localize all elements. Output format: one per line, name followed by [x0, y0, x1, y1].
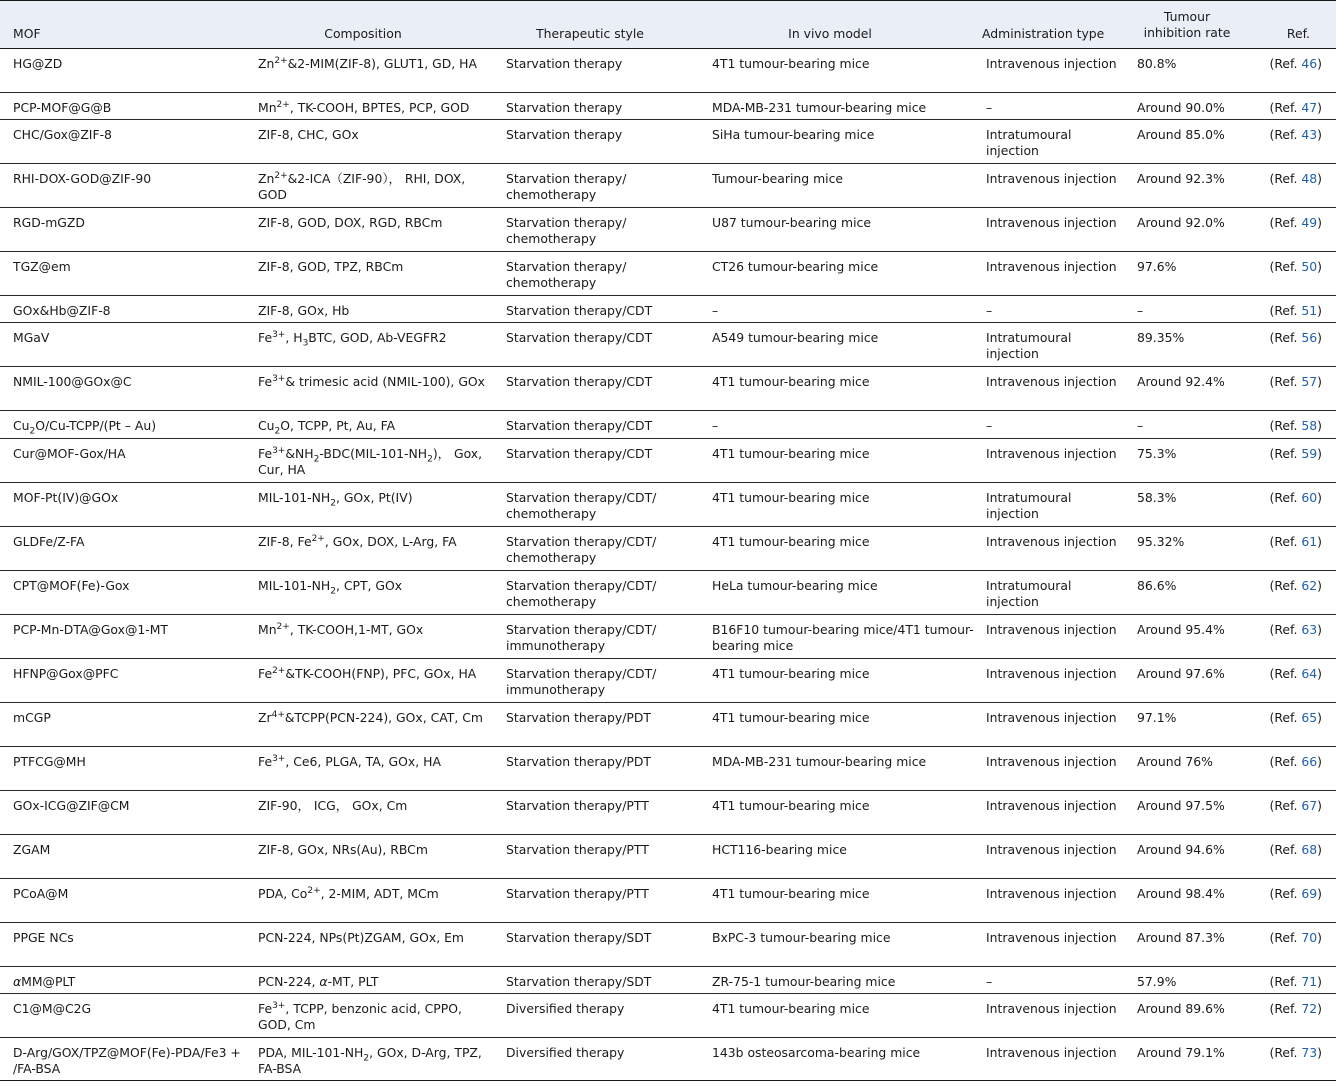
- row-in-vivo-model: A549 tumour-bearing mice: [712, 330, 879, 345]
- row-composition: MIL-$101-NH_2$, GOx, Pt(IV): [258, 490, 413, 509]
- row-mof: ZGAM: [13, 842, 51, 857]
- ref-link[interactable]: 69: [1301, 886, 1318, 901]
- row-composition: PCN-224, NPs(Pt)ZGAM, GOx, Em: [258, 930, 464, 945]
- row-therapeutic-style: Diversified therapy: [506, 1045, 625, 1060]
- row-tumour-inhibition-rate: Around 97.5%: [1137, 798, 1225, 813]
- row-therapeutic-style: Starvation therapy/CDT/ chemotherapy: [506, 490, 657, 521]
- ref-link[interactable]: 49: [1301, 215, 1318, 230]
- row-therapeutic-style: Starvation therapy/PTT: [506, 798, 649, 813]
- ref-prefix: (Ref.: [1269, 127, 1302, 142]
- header-composition: Composition: [324, 26, 402, 41]
- row-administration-type: Intravenous injection: [986, 622, 1117, 637]
- row-mof: PPGE NCs: [13, 930, 74, 945]
- row-composition: $Fe^{3+}\&$ trimesic acid (NMIL-100), GOx: [258, 373, 486, 389]
- row-administration-type: Intratumoural injection: [986, 578, 1072, 609]
- row-tumour-inhibition-rate: 95.32%: [1137, 534, 1185, 549]
- row-mof: MGaV: [13, 330, 50, 345]
- table-row: [0, 120, 1336, 164]
- row-tumour-inhibition-rate: 75.3%: [1137, 446, 1177, 461]
- row-ref: [1270, 303, 1322, 319]
- ref-link[interactable]: 51: [1301, 303, 1318, 318]
- row-ref: [1270, 666, 1322, 682]
- ref-suffix: ): [1317, 330, 1322, 345]
- ref-suffix: ): [1317, 666, 1322, 681]
- table-header: [0, 0, 1336, 49]
- ref-suffix: ): [1317, 930, 1322, 945]
- ref-link[interactable]: 56: [1301, 330, 1318, 345]
- table-row: [0, 527, 1336, 571]
- table-row: [0, 879, 1336, 923]
- ref-suffix: ): [1317, 56, 1322, 71]
- ref-suffix: ): [1317, 215, 1322, 230]
- row-administration-type: Intratumoural injection: [986, 490, 1072, 521]
- row-ref: [1270, 418, 1322, 434]
- ref-suffix: ): [1317, 127, 1322, 142]
- row-mof: Cur@MOF-Gox/HA: [13, 446, 126, 461]
- table-row: [0, 252, 1336, 296]
- row-tumour-inhibition-rate: Around 92.4%: [1137, 374, 1225, 389]
- row-mof: NMIL-100@GOx@C: [13, 374, 132, 389]
- row-mof: mCGP: [13, 710, 51, 725]
- row-administration-type: –: [986, 974, 993, 989]
- row-in-vivo-model: 4T1 tumour-bearing mice: [712, 490, 870, 505]
- ref-suffix: ): [1317, 886, 1322, 901]
- ref-link[interactable]: 50: [1301, 259, 1318, 274]
- row-administration-type: Intravenous injection: [986, 259, 1117, 274]
- row-tumour-inhibition-rate: 86.6%: [1137, 578, 1177, 593]
- row-tumour-inhibition-rate: 80.8%: [1137, 56, 1177, 71]
- row-ref: [1270, 127, 1322, 143]
- ref-link[interactable]: 46: [1301, 56, 1318, 71]
- row-therapeutic-style: Starvation therapy/CDT: [506, 418, 653, 433]
- row-administration-type: Intravenous injection: [986, 1001, 1117, 1016]
- row-administration-type: Intravenous injection: [986, 446, 1117, 461]
- table-row: [0, 923, 1336, 967]
- row-composition: $Mn^{2+}$, TK-COOH, BPTES, PCP, GOD: [258, 99, 470, 115]
- row-therapeutic-style: Starvation therapy/CDT: [506, 446, 653, 461]
- row-composition: $Zn^{2+}\&2-ICA(ZIF-90)$， RHI, DOX, GOD: [258, 170, 466, 202]
- row-in-vivo-model: –: [712, 418, 719, 433]
- row-mof: GOx&Hb@ZIF-8: [13, 303, 111, 318]
- table-row: [0, 571, 1336, 615]
- row-composition: $Zr^{4+}\&TCPP(PCN-224)$, GOx, CAT, Cm: [258, 709, 483, 725]
- row-ref: [1270, 622, 1322, 638]
- ref-prefix: (Ref.: [1269, 622, 1302, 637]
- row-composition: $Cu_2O$, TCPP, Pt, Au, FA: [258, 418, 396, 437]
- header-in-vivo-model: In vivo model: [788, 26, 872, 41]
- row-composition: ZIF-8, GOx, Hb: [258, 303, 350, 318]
- row-composition: PDA, MIL-$101-NH_2$, GOx, D-Arg, TPZ, FA-BSA: [258, 1045, 482, 1076]
- ref-prefix: (Ref.: [1269, 578, 1302, 593]
- ref-suffix: ): [1317, 418, 1322, 433]
- row-therapeutic-style: Starvation therapy/CDT: [506, 330, 653, 345]
- row-administration-type: Intravenous injection: [986, 534, 1117, 549]
- ref-prefix: (Ref.: [1269, 798, 1302, 813]
- table-row: [0, 703, 1336, 747]
- row-ref: [1270, 886, 1322, 902]
- row-mof: CPT@MOF(Fe)-Gox: [13, 578, 130, 593]
- row-in-vivo-model: 4T1 tumour-bearing mice: [712, 374, 870, 389]
- ref-link[interactable]: 63: [1301, 622, 1318, 637]
- row-mof: HFNP@Gox@PFC: [13, 666, 119, 681]
- row-tumour-inhibition-rate: 89.35%: [1137, 330, 1185, 345]
- header-ref: Ref.: [1286, 26, 1310, 41]
- row-ref: [1270, 930, 1322, 946]
- table-row: [0, 791, 1336, 835]
- row-composition: PCN-224, α-MT, PLT: [258, 974, 379, 989]
- ref-prefix: (Ref.: [1269, 259, 1302, 274]
- row-mof: RGD-mGZD: [13, 215, 85, 230]
- row-in-vivo-model: CT26 tumour-bearing mice: [712, 259, 879, 274]
- row-ref: [1270, 446, 1322, 462]
- row-administration-type: Intravenous injection: [986, 374, 1117, 389]
- row-ref: [1270, 100, 1322, 116]
- ref-suffix: ): [1317, 1001, 1322, 1016]
- row-tumour-inhibition-rate: Around 98.4%: [1137, 886, 1225, 901]
- row-composition: $Mn^{2+}$, TK-COOH,1-MT, GOx: [258, 621, 424, 637]
- row-tumour-inhibition-rate: –: [1137, 418, 1144, 433]
- ref-link[interactable]: 68: [1301, 842, 1318, 857]
- row-therapeutic-style: Starvation therapy/ chemotherapy: [506, 259, 627, 290]
- row-in-vivo-model: ZR-75-1 tumour-bearing mice: [712, 974, 896, 989]
- row-ref: [1270, 842, 1322, 858]
- ref-suffix: ): [1317, 490, 1322, 505]
- table-row: [0, 439, 1336, 483]
- table-row: [0, 411, 1336, 439]
- row-therapeutic-style: Starvation therapy/CDT/ chemotherapy: [506, 534, 657, 565]
- row-therapeutic-style: Starvation therapy/SDT: [506, 974, 652, 989]
- row-in-vivo-model: 4T1 tumour-bearing mice: [712, 666, 870, 681]
- ref-link[interactable]: 58: [1301, 418, 1318, 433]
- row-tumour-inhibition-rate: Around 79.1%: [1137, 1045, 1225, 1060]
- ref-suffix: ): [1317, 1045, 1322, 1060]
- header-mof: MOF: [13, 26, 41, 41]
- ref-prefix: (Ref.: [1269, 1045, 1302, 1060]
- ref-link[interactable]: 73: [1301, 1045, 1318, 1060]
- row-therapeutic-style: Starvation therapy/PTT: [506, 886, 649, 901]
- ref-suffix: ): [1317, 842, 1322, 857]
- ref-prefix: (Ref.: [1269, 215, 1302, 230]
- ref-suffix: ): [1317, 534, 1322, 549]
- row-therapeutic-style: Starvation therapy/CDT: [506, 303, 653, 318]
- row-administration-type: Intravenous injection: [986, 930, 1117, 945]
- ref-link[interactable]: 70: [1301, 930, 1318, 945]
- ref-link[interactable]: 66: [1301, 754, 1318, 769]
- ref-suffix: ): [1317, 622, 1322, 637]
- ref-link[interactable]: 48: [1301, 171, 1318, 186]
- ref-link[interactable]: 59: [1301, 446, 1318, 461]
- row-therapeutic-style: Starvation therapy: [506, 100, 623, 115]
- row-ref: [1270, 974, 1322, 990]
- row-tumour-inhibition-rate: Around 89.6%: [1137, 1001, 1225, 1016]
- row-therapeutic-style: Starvation therapy: [506, 56, 623, 71]
- ref-link[interactable]: 67: [1301, 798, 1318, 813]
- table-row: [0, 1038, 1336, 1081]
- table-row: [0, 296, 1336, 323]
- ref-prefix: (Ref.: [1269, 754, 1302, 769]
- row-mof: PCoA@M: [13, 886, 69, 901]
- row-administration-type: Intravenous injection: [986, 666, 1117, 681]
- row-mof: MOF-Pt(IV)@GOx: [13, 490, 119, 505]
- row-ref: [1270, 798, 1322, 814]
- table-row: [0, 659, 1336, 703]
- row-composition: $Fe^{3+}$, Ce6, PLGA, TA, GOx, HA: [258, 753, 441, 769]
- row-tumour-inhibition-rate: 58.3%: [1137, 490, 1177, 505]
- ref-link[interactable]: 65: [1301, 710, 1318, 725]
- row-therapeutic-style: Starvation therapy/CDT/ chemotherapy: [506, 578, 657, 609]
- row-mof: CHC/Gox@ZIF-8: [13, 127, 112, 142]
- ref-link[interactable]: 72: [1301, 1001, 1318, 1016]
- ref-prefix: (Ref.: [1269, 171, 1302, 186]
- row-in-vivo-model: Tumour-bearing mice: [712, 171, 844, 186]
- table-row: [0, 367, 1336, 411]
- ref-link[interactable]: 71: [1301, 974, 1318, 989]
- row-mof: αMM@PLT: [13, 974, 76, 989]
- row-administration-type: Intravenous injection: [986, 754, 1117, 769]
- ref-suffix: ): [1317, 974, 1322, 989]
- row-ref: [1270, 330, 1322, 346]
- row-in-vivo-model: MDA-MB-231 tumour-bearing mice: [712, 100, 927, 115]
- row-composition: $Fe^{3+}$, TCPP, benzonic acid, CPPO, GOD, Cm: [258, 1000, 462, 1032]
- row-in-vivo-model: 4T1 tumour-bearing mice: [712, 446, 870, 461]
- ref-prefix: (Ref.: [1269, 330, 1302, 345]
- table-row: [0, 483, 1336, 527]
- row-ref: [1270, 1001, 1322, 1017]
- table-row: [0, 835, 1336, 879]
- row-therapeutic-style: Starvation therapy: [506, 127, 623, 142]
- table-row: [0, 164, 1336, 208]
- ref-suffix: ): [1317, 446, 1322, 461]
- row-composition: ZIF-8, CHC, GOx: [258, 127, 359, 142]
- ref-prefix: (Ref.: [1269, 418, 1302, 433]
- ref-suffix: ): [1317, 171, 1322, 186]
- row-therapeutic-style: Starvation therapy/SDT: [506, 930, 652, 945]
- row-administration-type: Intratumoural injection: [986, 127, 1072, 158]
- row-in-vivo-model: –: [712, 303, 719, 318]
- row-mof: $Cu_2O/Cu-TCPP/(Pt - Au)$: [13, 418, 157, 437]
- row-composition: $Fe^{3+}\&NH_2-BDC(MIL-101-NH_2)$， Gox, Cur, HA: [258, 445, 483, 477]
- row-therapeutic-style: Diversified therapy: [506, 1001, 625, 1016]
- row-in-vivo-model: HeLa tumour-bearing mice: [712, 578, 878, 593]
- ref-link[interactable]: 47: [1301, 100, 1318, 115]
- table-row: [0, 323, 1336, 367]
- row-composition: ZIF-8, GOD, TPZ, RBCm: [258, 259, 404, 274]
- row-composition: $Fe^{2+}\&TK-COOH(FNP)$, PFC, GOx, HA: [258, 665, 477, 681]
- ref-suffix: ): [1317, 710, 1322, 725]
- table-body: [0, 49, 1336, 1081]
- header-tumour-inhibition-rate: Tumour inhibition rate: [1143, 9, 1231, 40]
- row-mof: D-Arg/GOX/TPZ@MOF(Fe)-PDA/Fe3 + /FA-BSA: [13, 1045, 241, 1076]
- row-tumour-inhibition-rate: Around 97.6%: [1137, 666, 1225, 681]
- ref-prefix: (Ref.: [1269, 374, 1302, 389]
- row-mof: PCP-MOF@G@B: [13, 100, 112, 115]
- row-in-vivo-model: BxPC-3 tumour-bearing mice: [712, 930, 891, 945]
- row-mof: GLDFe/Z-FA: [13, 534, 85, 549]
- row-administration-type: Intravenous injection: [986, 710, 1117, 725]
- ref-prefix: (Ref.: [1269, 534, 1302, 549]
- row-ref: [1270, 56, 1322, 72]
- row-mof: C1@M@C2G: [13, 1001, 92, 1016]
- row-in-vivo-model: MDA-MB-231 tumour-bearing mice: [712, 754, 927, 769]
- row-therapeutic-style: Starvation therapy/PDT: [506, 754, 651, 769]
- row-therapeutic-style: Starvation therapy/CDT: [506, 374, 653, 389]
- row-administration-type: –: [986, 100, 993, 115]
- ref-suffix: ): [1317, 374, 1322, 389]
- row-composition: PDA, $Co^{2+}$, 2-MIM, ADT, MCm: [258, 885, 439, 901]
- ref-link[interactable]: 62: [1301, 578, 1318, 593]
- row-tumour-inhibition-rate: –: [1137, 303, 1144, 318]
- table-row: [0, 93, 1336, 120]
- row-ref: [1270, 171, 1322, 187]
- row-in-vivo-model: 4T1 tumour-bearing mice: [712, 56, 870, 71]
- row-tumour-inhibition-rate: Around 87.3%: [1137, 930, 1225, 945]
- row-mof: HG@ZD: [13, 56, 63, 71]
- row-composition: ZIF-8, $Fe^{2+}$, GOx, DOX, L-Arg, FA: [258, 533, 457, 549]
- ref-link[interactable]: 57: [1301, 374, 1318, 389]
- row-in-vivo-model: 4T1 tumour-bearing mice: [712, 798, 870, 813]
- row-administration-type: –: [986, 418, 993, 433]
- ref-prefix: (Ref.: [1269, 930, 1302, 945]
- row-in-vivo-model: U87 tumour-bearing mice: [712, 215, 871, 230]
- header-therapeutic-style: Therapeutic style: [536, 26, 644, 41]
- row-in-vivo-model: 4T1 tumour-bearing mice: [712, 886, 870, 901]
- row-ref: [1270, 578, 1322, 594]
- row-in-vivo-model: HCT116-bearing mice: [712, 842, 847, 857]
- row-ref: [1270, 710, 1322, 726]
- row-composition: $Zn^{2+}\&2-MIM(ZIF-8)$, GLUT1, GD, HA: [258, 55, 477, 71]
- row-composition: $Fe^{3+}$, $H_3BTC$, GOD, Ab-VEGFR2: [258, 329, 447, 349]
- row-therapeutic-style: Starvation therapy/ chemotherapy: [506, 215, 627, 246]
- row-mof: PCP-Mn-DTA@Gox@1-MT: [13, 622, 168, 637]
- row-mof: TGZ@em: [13, 259, 71, 274]
- row-in-vivo-model: SiHa tumour-bearing mice: [712, 127, 875, 142]
- ref-prefix: (Ref.: [1269, 974, 1302, 989]
- row-administration-type: Intravenous injection: [986, 798, 1117, 813]
- ref-prefix: (Ref.: [1269, 842, 1302, 857]
- row-ref: [1270, 259, 1322, 275]
- row-in-vivo-model: 4T1 tumour-bearing mice: [712, 1001, 870, 1016]
- row-in-vivo-model: 4T1 tumour-bearing mice: [712, 710, 870, 725]
- row-tumour-inhibition-rate: 97.6%: [1137, 259, 1177, 274]
- row-ref: [1270, 1045, 1322, 1061]
- row-mof: PTFCG@MH: [13, 754, 86, 769]
- row-composition: ZIF-8, GOD, DOX, RGD, RBCm: [258, 215, 443, 230]
- ref-prefix: (Ref.: [1269, 303, 1302, 318]
- ref-prefix: (Ref.: [1269, 1001, 1302, 1016]
- ref-suffix: ): [1317, 798, 1322, 813]
- table-row: [0, 208, 1336, 252]
- ref-suffix: ): [1317, 754, 1322, 769]
- ref-prefix: (Ref.: [1269, 100, 1302, 115]
- row-therapeutic-style: Starvation therapy/ chemotherapy: [506, 171, 627, 202]
- ref-suffix: ): [1317, 578, 1322, 593]
- ref-suffix: ): [1317, 100, 1322, 115]
- table-row: [0, 994, 1336, 1038]
- row-therapeutic-style: Starvation therapy/PDT: [506, 710, 651, 725]
- row-administration-type: Intravenous injection: [986, 56, 1117, 71]
- row-administration-type: Intravenous injection: [986, 215, 1117, 230]
- row-composition: ZIF-90， ICG， GOx, Cm: [258, 798, 408, 813]
- row-in-vivo-model: 4T1 tumour-bearing mice: [712, 534, 870, 549]
- row-administration-type: Intratumoural injection: [986, 330, 1072, 361]
- row-ref: [1270, 534, 1322, 550]
- row-tumour-inhibition-rate: 97.1%: [1137, 710, 1177, 725]
- ref-link[interactable]: 64: [1301, 666, 1318, 681]
- row-ref: [1270, 215, 1322, 231]
- row-administration-type: Intravenous injection: [986, 1045, 1117, 1060]
- ref-link[interactable]: 43: [1301, 127, 1318, 142]
- ref-link[interactable]: 60: [1301, 490, 1318, 505]
- row-composition: MIL-$101-NH_2$, CPT, GOx: [258, 578, 403, 597]
- row-ref: [1270, 374, 1322, 390]
- row-therapeutic-style: Starvation therapy/CDT/ immunotherapy: [506, 666, 657, 697]
- table-row: [0, 615, 1336, 659]
- row-in-vivo-model: B16F10 tumour-bearing mice/4T1 tumour-bearing mice: [712, 622, 974, 653]
- row-in-vivo-model: 143b osteosarcoma-bearing mice: [712, 1045, 921, 1060]
- row-mof: RHI-DOX-GOD@ZIF-90: [13, 171, 152, 186]
- row-composition: ZIF-8, GOx, NRs(Au), RBCm: [258, 842, 428, 857]
- ref-prefix: (Ref.: [1269, 56, 1302, 71]
- row-tumour-inhibition-rate: 57.9%: [1137, 974, 1177, 989]
- ref-suffix: ): [1317, 259, 1322, 274]
- table-row: [0, 49, 1336, 93]
- ref-prefix: (Ref.: [1269, 446, 1302, 461]
- header-administration-type: Administration type: [982, 26, 1105, 41]
- ref-prefix: (Ref.: [1269, 886, 1302, 901]
- row-tumour-inhibition-rate: Around 90.0%: [1137, 100, 1225, 115]
- row-tumour-inhibition-rate: Around 85.0%: [1137, 127, 1225, 142]
- table-row: [0, 747, 1336, 791]
- row-tumour-inhibition-rate: Around 92.0%: [1137, 215, 1225, 230]
- row-mof: GOx-ICG@ZIF@CM: [13, 798, 130, 813]
- ref-link[interactable]: 61: [1301, 534, 1318, 549]
- ref-prefix: (Ref.: [1269, 490, 1302, 505]
- row-ref: [1270, 754, 1322, 770]
- row-tumour-inhibition-rate: Around 76%: [1137, 754, 1213, 769]
- row-administration-type: Intravenous injection: [986, 171, 1117, 186]
- row-administration-type: Intravenous injection: [986, 886, 1117, 901]
- row-administration-type: –: [986, 303, 993, 318]
- row-therapeutic-style: Starvation therapy/CDT/ immunotherapy: [506, 622, 657, 653]
- row-tumour-inhibition-rate: Around 95.4%: [1137, 622, 1225, 637]
- ref-suffix: ): [1317, 303, 1322, 318]
- table-row: [0, 967, 1336, 994]
- row-tumour-inhibition-rate: Around 92.3%: [1137, 171, 1225, 186]
- row-administration-type: Intravenous injection: [986, 842, 1117, 857]
- row-tumour-inhibition-rate: Around 94.6%: [1137, 842, 1225, 857]
- ref-prefix: (Ref.: [1269, 710, 1302, 725]
- row-therapeutic-style: Starvation therapy/PTT: [506, 842, 649, 857]
- row-ref: [1270, 490, 1322, 506]
- ref-prefix: (Ref.: [1269, 666, 1302, 681]
